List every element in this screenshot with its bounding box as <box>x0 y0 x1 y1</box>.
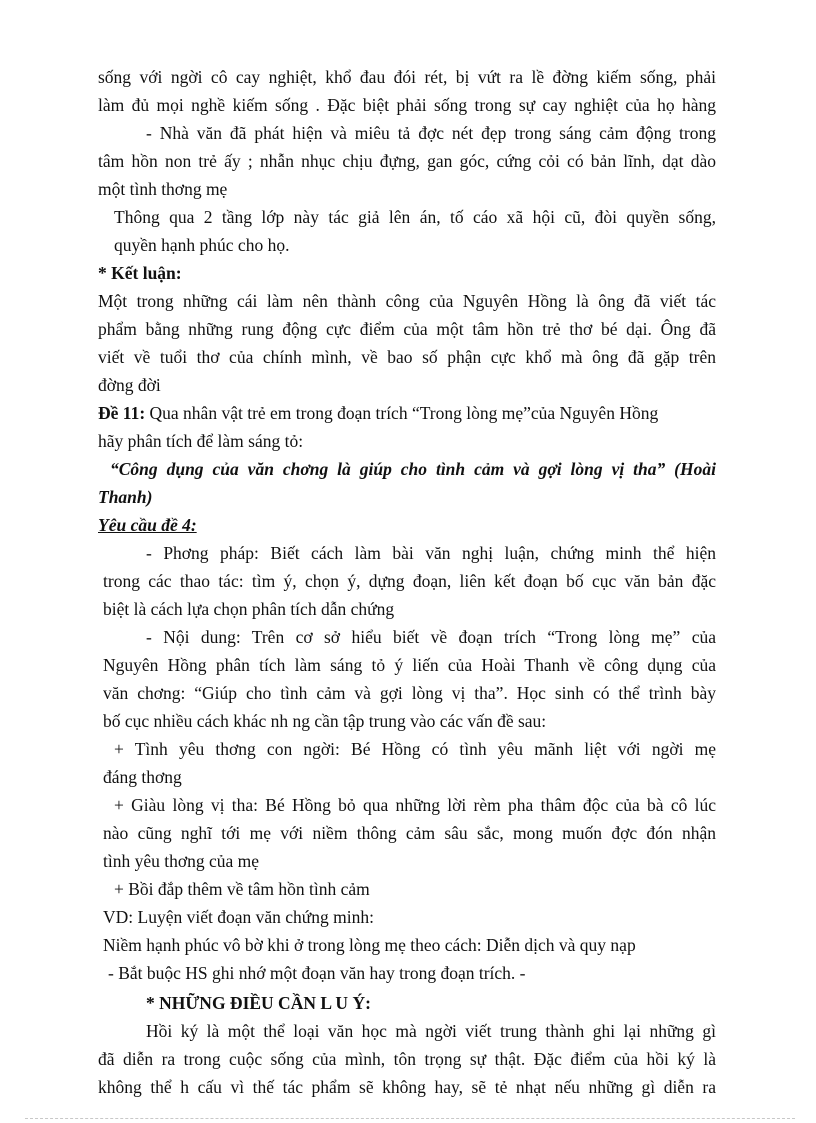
text-line: - Nhà văn đã phát hiện và miêu tả đợc nét đẹp trong sáng cảm động trong <box>146 123 716 143</box>
text-line: một tình thơng mẹ <box>98 179 228 199</box>
text-line: - Bắt buộc HS ghi nhớ một đoạn văn hay trong đoạn trích. - <box>108 963 526 983</box>
exercise-prompt: Qua nhân vật trẻ em trong đoạn trích “Trong lòng mẹ”của Nguyên Hồng <box>145 403 659 423</box>
text-line: làm đủ mọi nghề kiếm sống . Đặc biệt phải sống trong sự cay nghiệt của họ hàng <box>98 95 716 115</box>
quote-line: “Công dụng của văn chơng là giúp cho tình cảm và gợi lòng vị tha” (Hoài <box>110 459 716 479</box>
text-line: Niềm hạnh phúc vô bờ khi ở trong lòng mẹ theo cách: Diễn dịch và quy nạp <box>103 935 636 955</box>
text-line: đáng thơng <box>103 767 182 787</box>
text-line: tâm hồn non trẻ ấy ; nhẫn nhục chịu đựng, gan góc, cứng cỏi có bản lĩnh, dạt dào <box>98 151 716 171</box>
text-line: Nguyên Hồng phân tích làm sáng tỏ ý liến của Hoài Thanh về công dụng của <box>103 655 716 675</box>
text-line: Thông qua 2 tầng lớp này tác giả lên án, tố cáo xã hội cũ, đòi quyền sống, <box>114 207 716 227</box>
text-line: hãy phân tích để làm sáng tỏ: <box>98 431 304 451</box>
exercise-label: Đề 11: <box>98 403 146 423</box>
quote-line: Thanh) <box>98 487 153 507</box>
text-line: VD: Luyện viết đoạn văn chứng minh: <box>103 907 374 927</box>
text-line: viết về tuổi thơ của chính mình, về bao số phận cực khổ mà ông đã gặp trên <box>98 347 716 367</box>
text-line: - Nội dung: Trên cơ sở hiểu biết về đoạn trích “Trong lòng mẹ” của <box>146 627 716 647</box>
text-line: quyền hạnh phúc cho họ. <box>114 235 290 255</box>
text-line: Một trong những cái làm nên thành công của Nguyên Hồng là ông đã viết tác <box>98 291 716 311</box>
text-line: tình yêu thơng của mẹ <box>103 851 260 871</box>
exercise-line <box>98 402 716 424</box>
text-line: Hồi ký là một thể loại văn học mà ngời viết trung thành ghi lại những gì <box>146 1021 716 1041</box>
requirements-heading: Yêu cầu đề 4: <box>98 515 197 535</box>
text-line: phẩm bằng những rung động cực điểm của một tâm hồn trẻ thơ bé dại. Ông đã <box>98 319 716 339</box>
text-line: sống với ngời cô cay nghiệt, khổ đau đói rét, bị vứt ra lề đờng kiếm sống, phải <box>98 67 716 87</box>
text-line: đã diễn ra trong cuộc sống của mình, tôn trọng sự thật. Đặc điểm của hồi ký là <box>98 1049 716 1069</box>
text-line: + Tình yêu thơng con ngời: Bé Hồng có tình yêu mãnh liệt với ngời mẹ <box>114 739 716 759</box>
text-line: không thể h cấu vì thế tác phẩm sẽ không hay, sẽ tẻ nhạt nếu những gì diễn ra <box>98 1077 716 1097</box>
text-line: + Giàu lòng vị tha: Bé Hồng bỏ qua những lời rèm pha thâm độc của bà cô lúc <box>114 795 716 815</box>
text-line: văn chơng: “Giúp cho tình cảm và gợi lòng vị tha”. Học sinh có thể trình bày <box>103 683 716 703</box>
page-bottom-rule <box>25 1118 795 1119</box>
text-line: biệt là cách lựa chọn phân tích dẫn chứng <box>103 599 395 619</box>
text-line: nào cũng nghĩ tới mẹ với niềm thông cảm sâu sắc, mong muốn đợc đón nhận <box>103 823 716 843</box>
text-line: đờng đời <box>98 375 161 395</box>
text-line: bố cục nhiều cách khác nh ng cần tập trung vào các vấn đề sau: <box>103 711 547 731</box>
section-heading: * Kết luận: <box>98 263 182 283</box>
text-line: + Bồi đắp thêm về tâm hồn tình cảm <box>114 879 370 899</box>
text-line: - Phơng pháp: Biết cách làm bài văn nghị luận, chứng minh thể hiện <box>146 543 716 563</box>
text-line: trong các thao tác: tìm ý, chọn ý, dựng đoạn, liên kết đoạn bố cục văn bản đặc <box>103 571 716 591</box>
section-heading: * NHỮNG ĐIỀU CẦN L U Ý: <box>146 993 371 1013</box>
